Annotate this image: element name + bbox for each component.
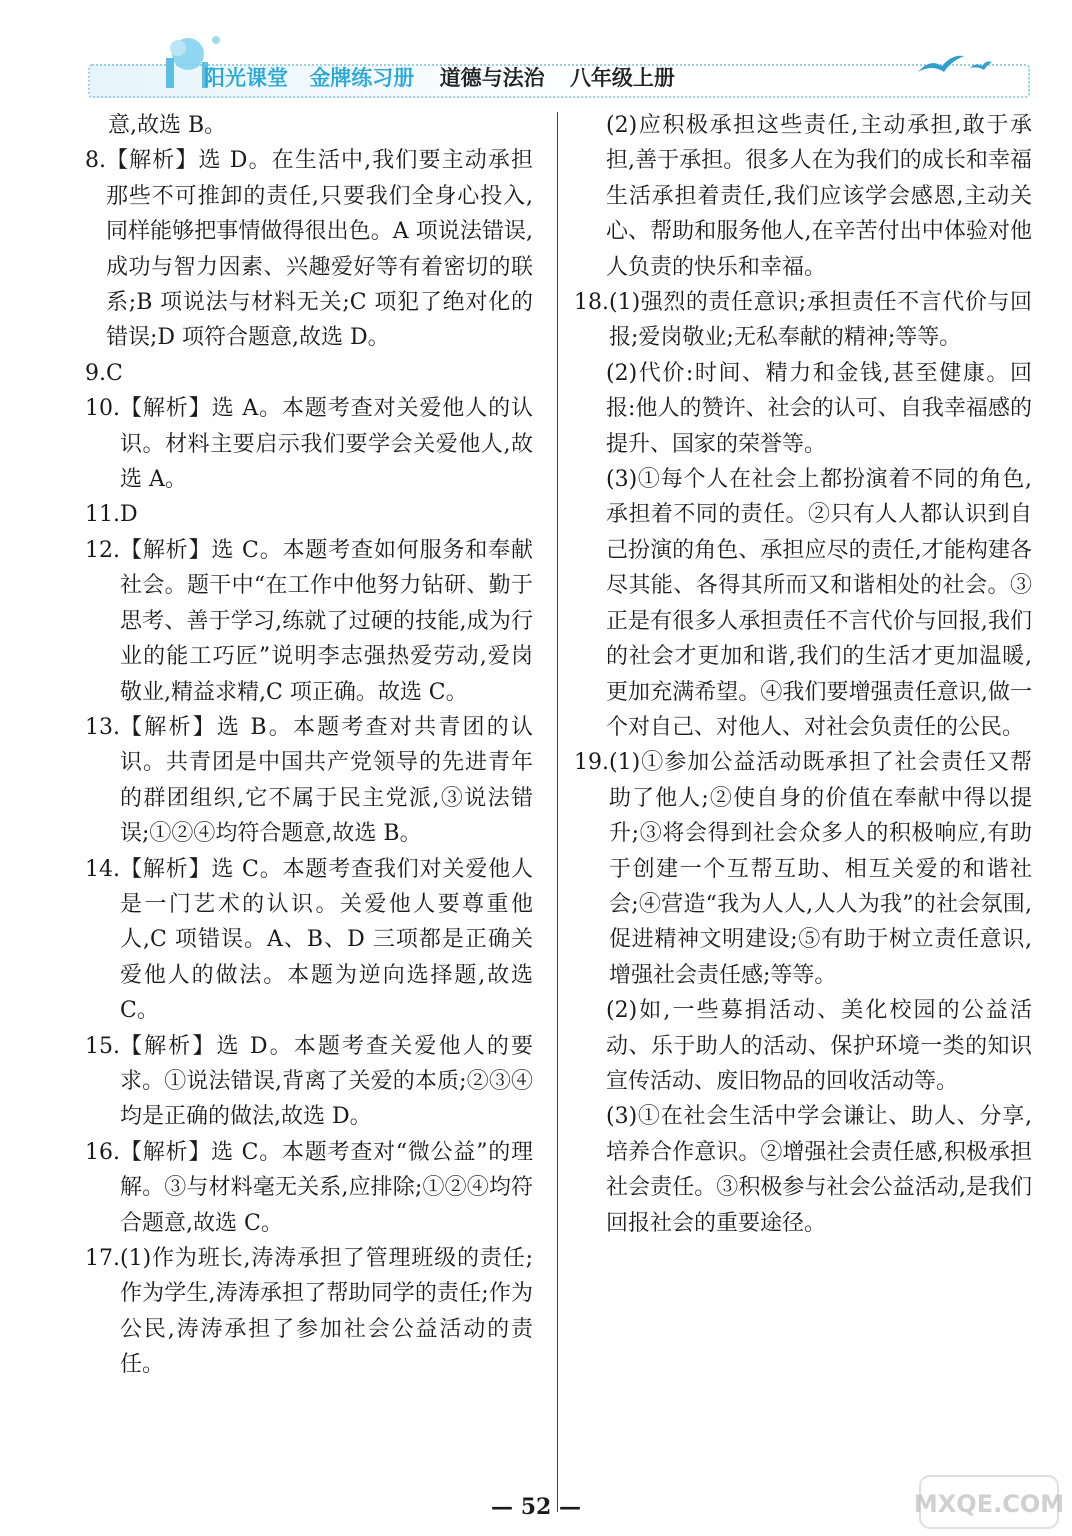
answer-item-12: 12. 【解析】选 C。本题考查如何服务和奉献社会。题干中“在工作中他努力钻研、勤于思考、善于学习,练就了过硬的技能,成为行业的能工巧匠”说明李志强热爱劳动,爱岗敬业,精益求精,C 项正确。故选 C。: [85, 537, 533, 705]
answer-column-right: [574, 108, 1032, 1241]
answer-item-9: 9. C: [85, 360, 123, 386]
answer-item-19: 19. (1)①参加公益活动既承担了社会责任又帮助了他人;②使自身的价值在奉献中得以提升;③将会得到社会众多人的积极响应,有助于创建一个互帮互助、相互关爱的和谐社会;④营造“我为人人,人人为我”的社会氛围,促进精神文明建设;⑤有助于树立责任意识,增强社会责任感;等等。: [574, 750, 1032, 988]
header-title: [204, 62, 675, 92]
svg-text:MXQE.COM: MXQE.COM: [914, 1490, 1064, 1518]
birds-icon: [908, 44, 998, 84]
answer-item-8: 8. 【解析】选 D。在生活中,我们要主动承担那些不可推卸的责任,只要我们全身心投入,同样能够把事情做得很出色。A 项说法错误,成功与智力因素、兴趣爱好等有着密切的联系;B 项说法与材料无关;C 项犯了绝对化的错误;D 项符合题意,故选 D。: [85, 148, 533, 351]
header-brand-left: 阳光课堂: [204, 66, 288, 90]
page-number: — 52 —: [491, 1494, 581, 1520]
answer-item-18: 18. (1)强烈的责任意识;承担责任不言代价与回报;爱岗敬业;无私奉献的精神;等等。: [574, 290, 1032, 351]
answer-column-left: [85, 108, 533, 1383]
answer-item-19-part2: (2)如,一些募捐活动、美化校园的公益活动、乐于助人的活动、保护环境一类的知识宣传活动、废旧物品的回收活动等。: [606, 998, 1032, 1094]
answer-item: 意,故选 B。: [108, 113, 227, 138]
header-subject: 道德与法治: [439, 66, 545, 90]
watermark-stamp-icon: [914, 1472, 1064, 1532]
answer-item-15: 15. 【解析】选 D。本题考查关爱他人的要求。①说法错误,背离了关爱的本质;②③④均是正确的做法,故选 D。: [85, 1033, 533, 1130]
page-header: [88, 58, 1028, 98]
header-brand-right: 金牌练习册: [309, 66, 415, 90]
answer-item-13: 13. 【解析】选 B。本题考查对共青团的认识。共青团是中国共产党领导的先进青年的群团组织,它不属于民主党派,③说法错误;①②④均符合题意,故选 B。: [85, 714, 533, 847]
answer-item-18-part2: (2)代价:时间、精力和金钱,甚至健康。回报:他人的赞许、社会的认可、自我幸福感的提升、国家的荣誉等。: [606, 360, 1032, 457]
answer-item-11: 11. D: [85, 502, 138, 528]
header-grade: 八年级上册: [569, 66, 675, 90]
answer-item-10: 10. 【解析】选 A。本题考查对关爱他人的认识。材料主要启示我们要学会关爱他人,故选 A。: [85, 396, 533, 493]
answer-item-18-part3: (3)①每个人在社会上都扮演着不同的角色,承担着不同的责任。②只有人人都认识到自己扮演的角色、承担应尽的责任,才能构建各尽其能、各得其所而又和谐相处的社会。③正是有很多人承担责任不言代价与回报,我们的社会才更加和谐,我们的生活才更加温暖,更加充满希望。④我们要增强责任意识,做一个对自己、对他人、对社会负责任的公民。: [606, 467, 1032, 740]
answer-item-17: 17. (1)作为班长,涛涛承担了管理班级的责任;作为学生,涛涛承担了帮助同学的责任;作为公民,涛涛承担了参加社会公益活动的责任。: [85, 1246, 533, 1378]
watermark-logo: [914, 1472, 1064, 1532]
answer-item-16: 16. 【解析】选 C。本题考查对“微公益”的理解。③与材料毫无关系,应排除;①②④均符合题意,故选 C。: [85, 1139, 533, 1236]
column-divider: [557, 112, 558, 1512]
answer-item-17-part2: (2)应积极承担这些责任,主动承担,敢于承担,善于承担。很多人在为我们的成长和幸福生活承担着责任,我们应该学会感恩,主动关心、帮助和服务他人,在辛苦付出中体验对他人负责的快乐和幸福。: [606, 113, 1032, 280]
answer-item-14: 14. 【解析】选 C。本题考查我们对关爱他人是一门艺术的认识。关爱他人要尊重他人,C 项错误。A、B、D 三项都是正确关爱他人的做法。本题为逆向选择题,故选 C。: [85, 856, 533, 1024]
answer-item-19-part3: (3)①在社会生活中学会谦让、助人、分享,培养合作意识。②增强社会责任感,积极承担社会责任。③积极参与社会公益活动,是我们回报社会的重要途径。: [606, 1104, 1032, 1236]
